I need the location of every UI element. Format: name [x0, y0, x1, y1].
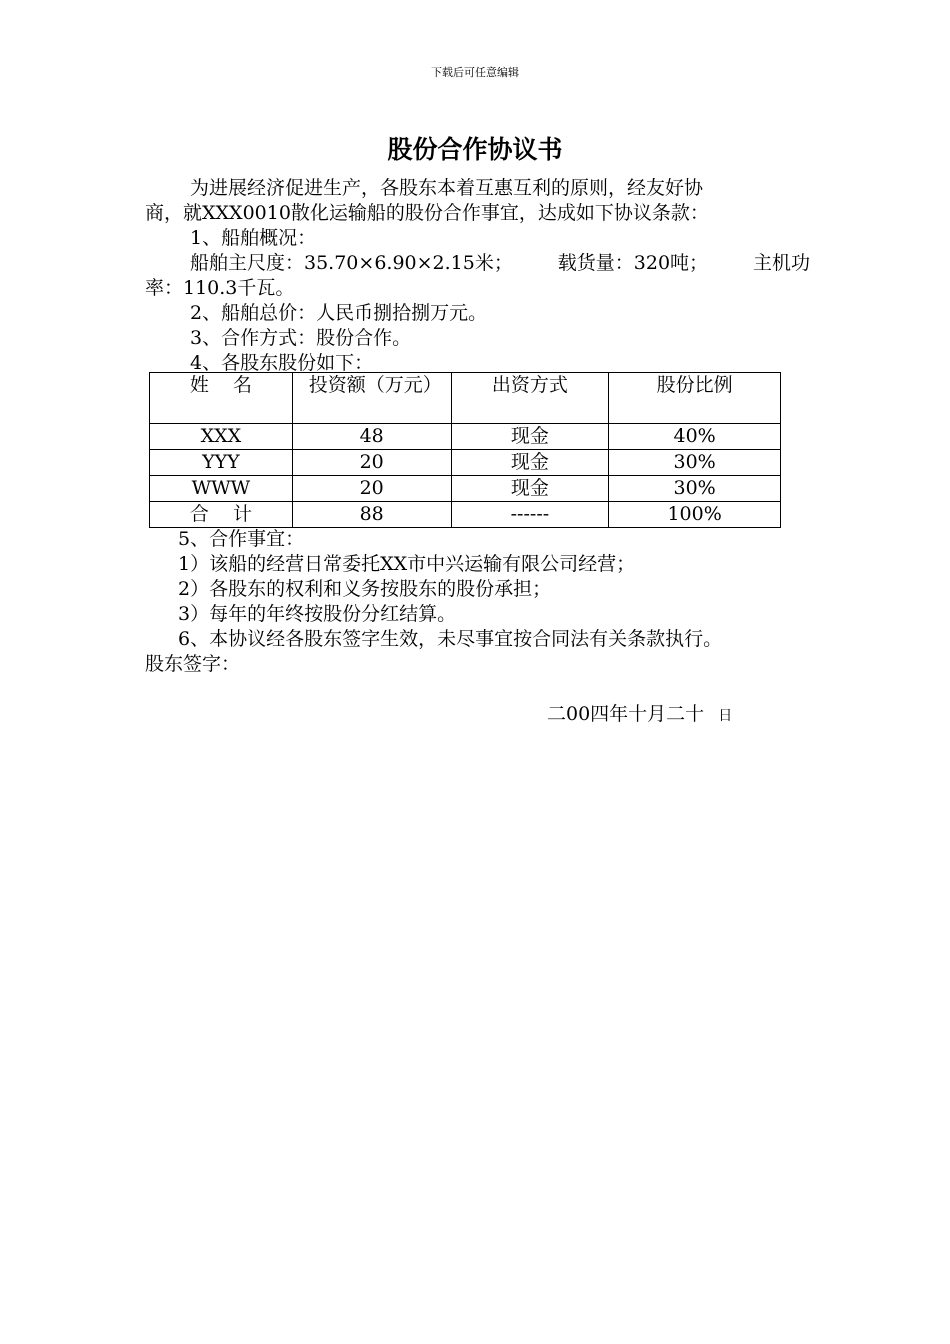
cell-payment-method: 现金	[451, 476, 609, 502]
cell-name: YYY	[150, 450, 293, 476]
section-2-total-price: 2、船舶总价：人民币捌拾捌万元。	[190, 302, 488, 324]
intro-line-2: 商，就XXX0010散化运输船的股份合作事宜，达成如下协议条款：	[145, 202, 709, 224]
table-total-row	[150, 502, 781, 528]
shareholder-table	[149, 372, 781, 528]
section-1-specs	[145, 251, 810, 276]
section-4-shares-heading: 4、各股东股份如下：	[190, 352, 374, 374]
ship-power-label: 主机功	[752, 252, 810, 274]
intro-line-1: 为进展经济促进生产，各股东本着互惠互利的原则，经友好协	[190, 177, 704, 199]
table-row	[150, 424, 781, 450]
table-row	[150, 476, 781, 502]
header-payment-method: 出资方式	[451, 373, 609, 424]
cell-name: XXX	[150, 424, 293, 450]
header-share-ratio: 股份比例	[609, 373, 781, 424]
cell-investment: 48	[292, 424, 451, 450]
cell-share-ratio: 30%	[609, 476, 781, 502]
cell-share-ratio: 40%	[609, 424, 781, 450]
section-5-heading: 5、合作事宜：	[178, 528, 305, 550]
date-main: 二00四年十月二十	[547, 703, 705, 725]
section-5-item-3: 3）每年的年终按股份分红结算。	[178, 603, 457, 625]
cell-total-label: 合 计	[150, 502, 293, 528]
table-row	[150, 450, 781, 476]
ship-capacity: 载货量：320吨；	[557, 252, 709, 274]
cell-total-payment-method: ------	[451, 502, 609, 528]
signing-date	[547, 702, 732, 729]
section-5-item-2: 2）各股东的权利和义务按股东的股份承担；	[178, 578, 552, 600]
cell-share-ratio: 30%	[609, 450, 781, 476]
document-title: 股份合作协议书	[387, 135, 563, 164]
cell-investment: 20	[292, 450, 451, 476]
agreement-intro-block	[145, 176, 810, 376]
section-1-heading: 1、船舶概况：	[190, 227, 317, 249]
cell-investment: 20	[292, 476, 451, 502]
signature-label: 股东签字：	[145, 653, 241, 675]
table-header-row	[150, 373, 781, 424]
ship-dimensions: 船舶主尺度：35.70×6.90×2.15米；	[190, 252, 513, 274]
cell-total-share-ratio: 100%	[609, 502, 781, 528]
header-investment: 投资额（万元）	[292, 373, 451, 424]
cell-payment-method: 现金	[451, 450, 609, 476]
ship-power-value: 率：110.3千瓦。	[145, 277, 295, 299]
header-name: 姓 名	[150, 373, 293, 424]
date-day: 日	[718, 708, 733, 724]
cell-total-investment: 88	[292, 502, 451, 528]
section-3-cooperation-mode: 3、合作方式：股份合作。	[190, 327, 412, 349]
section-6-effectiveness: 6、本协议经各股东签字生效，未尽事宜按合同法有关条款执行。	[178, 628, 723, 650]
cooperation-terms-block	[145, 527, 810, 677]
header-note: 下载后可任意编辑	[431, 66, 519, 79]
cell-payment-method: 现金	[451, 424, 609, 450]
cell-name: WWW	[150, 476, 293, 502]
section-5-item-1: 1）该船的经营日常委托XX市中兴运输有限公司经营；	[178, 553, 636, 575]
